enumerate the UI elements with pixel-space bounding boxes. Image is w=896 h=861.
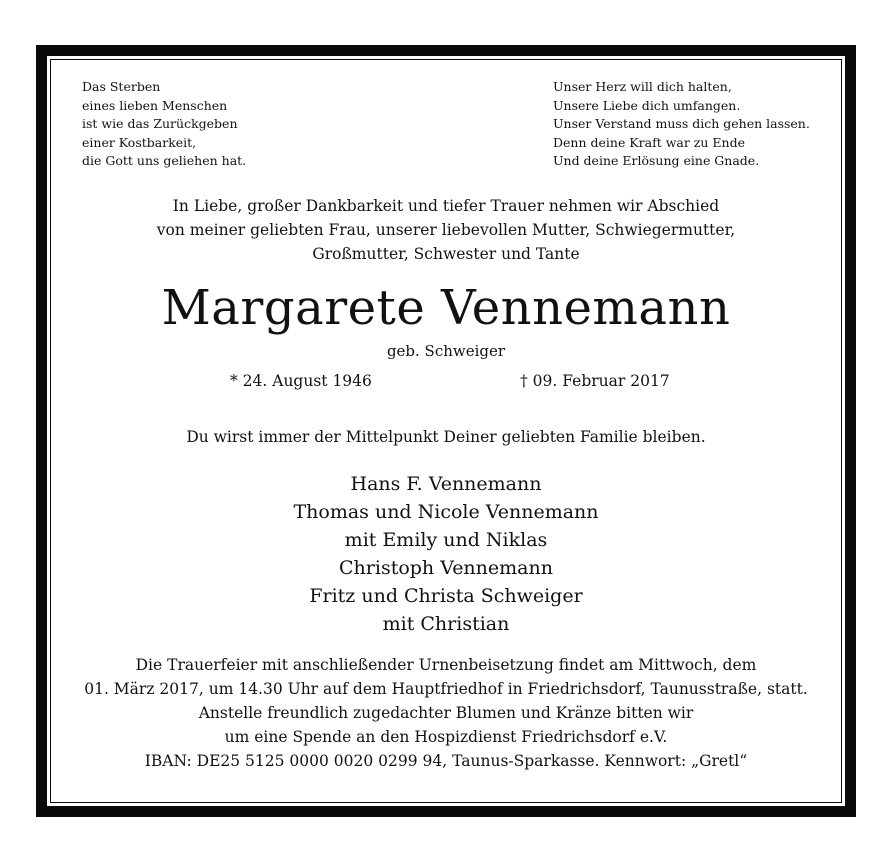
poem-right-line: Denn deine Kraft war zu Ende [553,134,745,150]
obituary-paper [47,56,845,806]
poem-left-line: ist wie das Zurückgeben [82,116,238,131]
intro-line: In Liebe, großer Dankbarkeit und tiefer Trauer nehmen wir Abschied [172,197,720,215]
service-line: Die Trauerfeier mit anschließender Urnenbeisetzung findet am Mittwoch, dem [135,656,757,674]
intro-line: von meiner geliebten Frau, unserer liebevollen Mutter, Schwiegermutter, [156,221,736,239]
poem-left-line: einer Kostbarkeit, [82,134,197,150]
mourner-line: mit Emily und Niklas [344,529,548,551]
obituary-content [47,56,845,806]
mourner-line: mit Christian [382,613,510,635]
poem-left [82,78,246,171]
poem-right-line: Und deine Erlösung eine Gnade. [553,153,760,168]
obituary-frame [36,45,856,817]
maiden-name: geb. Schweiger [386,342,506,360]
donation-line: um eine Spende an den Hospizdienst Friedrichsdorf e.V. [224,728,668,746]
iban-line: IBAN: DE25 5125 0000 0020 0299 94, Taunus-Sparkasse. Kennwort: „Gretl“ [144,752,748,770]
poem-left-line: Das Sterben [82,79,161,94]
service-line: 01. März 2017, um 14.30 Uhr auf dem Hauptfriedhof in Friedrichsdorf, Taunusstraße, statt. [84,680,808,698]
poem-right-line: Unsere Liebe dich umfangen. [553,97,741,113]
mourner-line: Fritz und Christa Schweiger [309,585,583,607]
death-date: † 09. Februar 2017 [520,372,670,390]
deceased-name: Margarete Vennemann [161,280,731,336]
poem-right [553,78,810,171]
mourner-line: Hans F. Vennemann [350,473,542,495]
poem-right-line: Unser Verstand muss dich gehen lassen. [553,116,810,131]
intro-text [47,194,845,266]
intro-line: Großmutter, Schwester und Tante [312,245,580,263]
service-info [47,653,845,773]
poem-left-line: eines lieben Menschen [82,97,228,113]
poem-right-line: Unser Herz will dich halten, [553,79,732,94]
motto-text: Du wirst immer der Mittelpunkt Deiner geliebten Familie bleiben. [186,428,706,446]
poem-left-line: die Gott uns geliehen hat. [82,153,247,168]
donation-line: Anstelle freundlich zugedachter Blumen und Kränze bitten wir [198,704,694,722]
birth-date: * 24. August 1946 [230,372,372,390]
mourner-line: Thomas und Nicole Vennemann [293,501,599,523]
mourners-list [47,470,845,638]
mourner-line: Christoph Vennemann [339,557,553,579]
